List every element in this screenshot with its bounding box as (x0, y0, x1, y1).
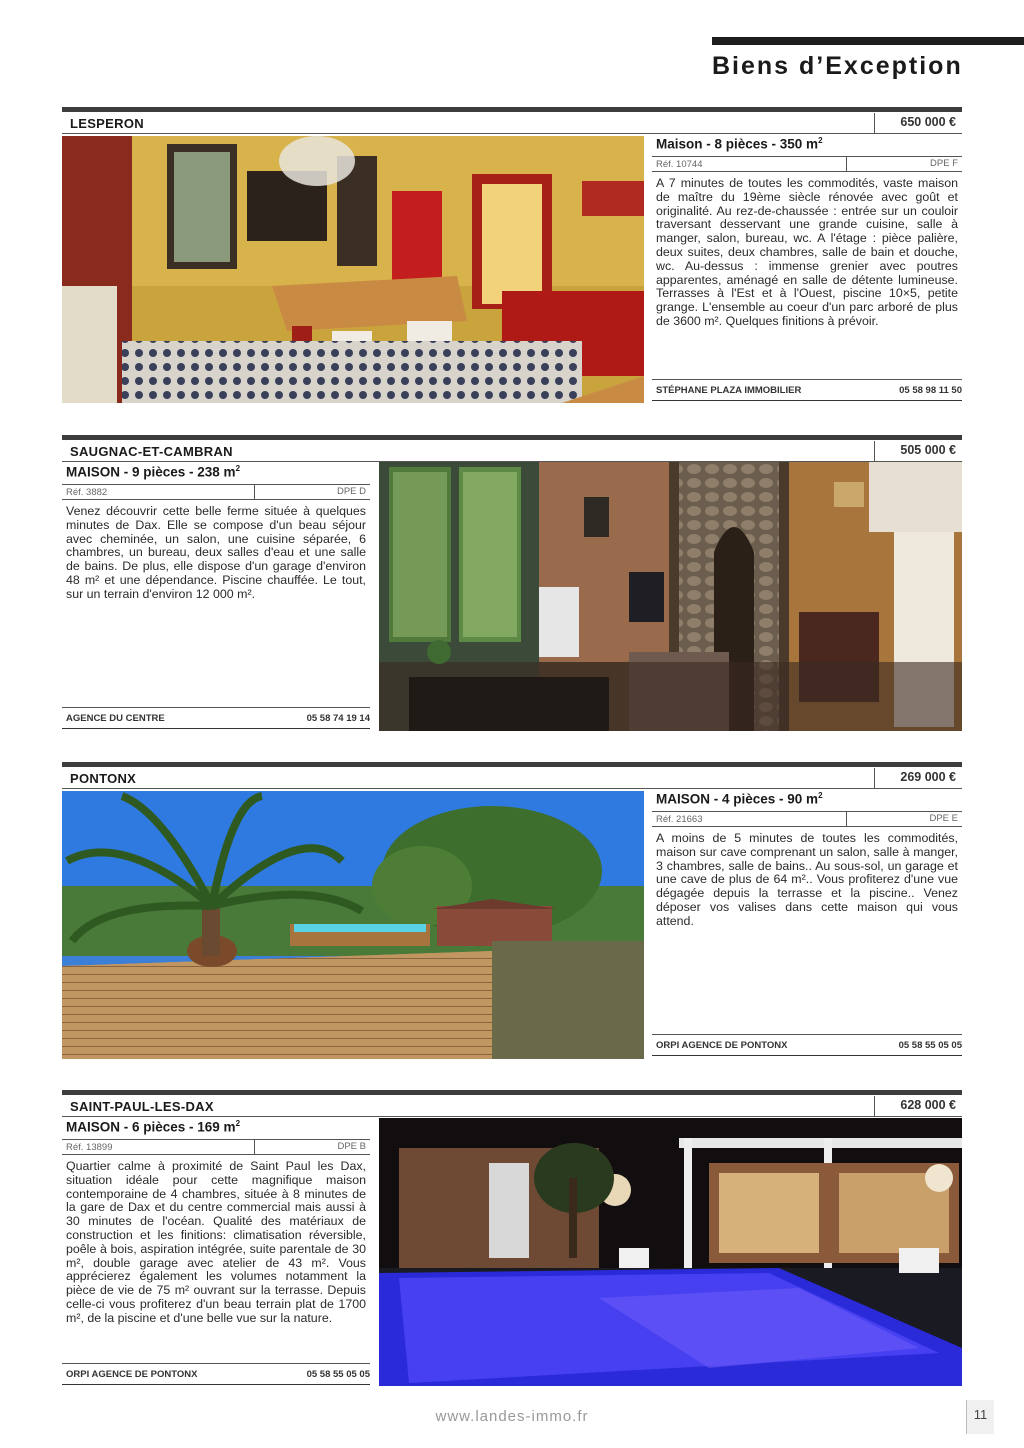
listing-city: SAUGNAC-ET-CAMBRAN (70, 444, 233, 459)
listing-info (652, 136, 962, 403)
listing-price: 505 000 € (874, 441, 962, 461)
listing-city: LESPERON (70, 116, 144, 131)
listing-type: MAISON - 4 pièces - 90 $m^2$ (656, 791, 823, 807)
listing-saint-paul-les-dax (62, 1090, 962, 1390)
listing-description: Quartier calme à proximité de Saint Paul les Dax, situation idéale pour cette magnifique maison contemporaine de 4 chambres, située à 8 minutes de la gare de Dax et du centre commercial mais aussi à 30 minutes de l'océan. Qualité des matériaux de construction et les finitions: climatisation réversible, poêle à bois, aspiration intégrée, suite parentale de 30 m², double garage avec atelier de 43 m². Vous apprécierez également les volumes notamment la pièce de vie de 75 m² ouvrant sur la terrasse. Depuis celle-ci vous profiterez d'un beau terrain plat de 1700 m², de la piscine et d'une belle vue sur la nature. (66, 1159, 366, 1325)
listing-lesperon (62, 107, 962, 407)
listing-ref-line (62, 484, 370, 500)
listing-dpe: DPE F (846, 157, 958, 171)
listing-ref-line (62, 1139, 370, 1155)
agency-name: STÉPHANE PLAZA IMMOBILIER (656, 385, 802, 396)
listing-ref: Réf. 21663 (656, 814, 703, 825)
listing-ref: Réf. 3882 (66, 487, 108, 498)
listing-price: 650 000 € (874, 113, 962, 133)
listing-agency-bar (652, 1034, 962, 1056)
listing-dpe: DPE D (254, 485, 366, 499)
listing-ref: Réf. 10744 (656, 159, 703, 170)
listing-type: Maison - 8 pièces - 350 $m^2$ (656, 136, 823, 152)
agency-phone: 05 58 74 19 14 (306, 713, 370, 724)
listing-type: MAISON - 6 pièces - 169 $m^2$ (66, 1119, 241, 1135)
listing-city: PONTONX (70, 771, 137, 786)
listing-saugnac (62, 435, 962, 735)
listing-pontonx (62, 762, 962, 1062)
listing-photo-garden-pool (62, 791, 644, 1059)
header-bar (712, 37, 1024, 45)
listing-agency-bar (62, 707, 370, 729)
agency-phone: 05 58 55 05 05 (898, 1040, 962, 1051)
listing-info (652, 791, 962, 1059)
listing-dpe: DPE B (254, 1140, 366, 1154)
listing-ref-line (652, 811, 962, 827)
listing-agency-bar (62, 1363, 370, 1385)
listing-photo-night-pool (379, 1118, 962, 1386)
page-title: Biens d’Exception (712, 52, 963, 80)
listing-description: A moins de 5 minutes de toutes les commodités, maison sur cave comprenant un salon, salle à manger, 3 chambres, salle de bains.. Au sous-sol, un garage et une cave de plus de 64 m².. Vous profiterez d'une vue dégagée depuis la terrasse et la piscine.. Venez déposer vos valises dans cette maison qui vous attend. (656, 831, 958, 928)
listing-info (62, 1119, 370, 1385)
agency-phone: 05 58 98 11 50 (899, 385, 962, 396)
listing-city: SAINT-PAUL-LES-DAX (70, 1099, 214, 1114)
listing-type: MAISON - 9 pièces - 238 $m^2$ (66, 464, 241, 480)
agency-name: ORPI AGENCE DE PONTONX (66, 1369, 198, 1380)
agency-phone: 05 58 55 05 05 (306, 1369, 370, 1380)
listing-price: 628 000 € (874, 1096, 962, 1116)
page-number: 11 (966, 1400, 994, 1434)
listing-agency-bar (652, 379, 962, 401)
listing-ref: Réf. 13899 (66, 1142, 113, 1153)
agency-name: AGENCE DU CENTRE (66, 713, 165, 724)
listing-ref-line (652, 156, 962, 172)
listing-dpe: DPE E (846, 812, 958, 826)
listing-description: Venez découvrir cette belle ferme située à quelques minutes de Dax. Elle se compose d'un beau séjour avec cheminée, un salon, une cuisine séparée, 6 chambres, un bureau, deux salles d'eau et une salle de bains. De plus, elle dispose d'un garage d'environ 48 m² et une dépendance. Piscine chauffée. Le tout, sur un terrain d'environ 12 000 m². (66, 504, 366, 601)
listing-photo-kitchen (62, 136, 644, 403)
agency-name: ORPI AGENCE DE PONTONX (656, 1040, 788, 1051)
footer-url[interactable]: www.landes-immo.fr (435, 1408, 589, 1425)
listing-description: A 7 minutes de toutes les commodités, vaste maison de maître du 19ème siècle rénovée avec goût et originalité. Au rez-de-chaussée : entrée sur un couloir traversant desservant une grande cuisine, salle à manger, salon, bureau, wc. A l'étage : pièce palière, deux suites, deux chambres, salle de bain et douche, wc. Au-dessus : immense grenier avec poutres apparentes, aménagé en salle de détente lumineuse. Terrasses à l'Est et à l'Ouest, piscine 10×5, petite grange. L'ensemble au coeur d'un parc arboré de plus de 3600 m². Quelques finitions à prévoir. (656, 176, 958, 328)
listing-photo-living-room (379, 462, 962, 731)
listing-info (62, 464, 370, 732)
listing-price: 269 000 € (874, 768, 962, 788)
